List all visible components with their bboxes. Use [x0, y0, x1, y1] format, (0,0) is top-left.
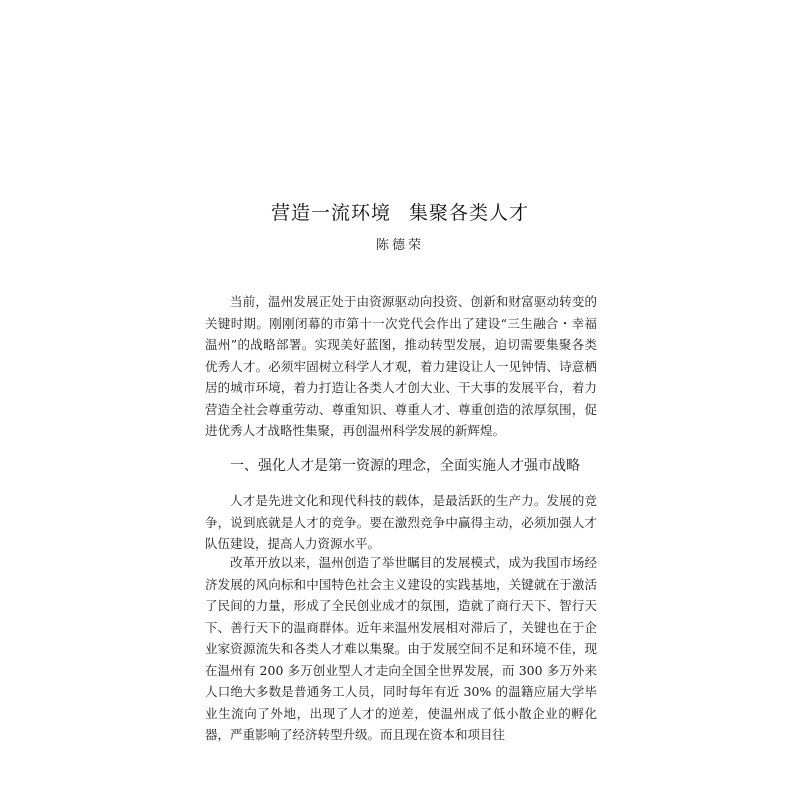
section-heading: 一、强化人才是第一资源的理念，全面实施人才强市战略: [230, 458, 580, 474]
section1-paragraph1: 人才是先进文化和现代科技的载体，是最活跃的生产力。发展的竞争，说到底就是人才的竞争。要在激烈竞争中赢得主动，必须加强人才队伍建设，提高人力资源水平。: [205, 493, 597, 551]
article-title-part2: 集聚各类人才: [409, 202, 530, 224]
article-author: 陈德荣: [375, 238, 424, 253]
intro-paragraph: 当前，温州发展正处于由资源驱动向投资、创新和财富驱动转变的关键时期。刚刚闭幕的市第十一次党代会作出了建设“三生融合・幸福温州”的战略部署。实现美好蓝图，推动转型发展，迫切需要集聚各类优秀人才。必须牢固树立科学人才观，着力建设让人一见钟情、诗意栖居的城市环境，着力打造让各类人才创大业、干大事的发展平台，着力营造全社会尊重劳动、尊重知识、尊重人才、尊重创造的浓厚氛围，促进优秀人才战略性集聚，再创温州科学发展的新辉煌。: [205, 294, 597, 438]
section1-paragraph2: 改革开放以来，温州创造了举世瞩目的发展模式，成为我国市场经济发展的风向标和中国特色社会主义建设的实践基地，关键就在于激活了民间的力量，形成了全民创业成才的氛围，造就了商行天下、智行天下、善行天下的温商群体。近年来温州发展相对滞后了，关键也在于企业家资源流失和各类人才难以集聚。由于发展空间不足和环境不佳，现在温州有 200 多万创业型人才走向全国全世界发展，而 300 多万外来人口绝大多数是普通务工人员，同时每年有近 30% 的温籍应届大学毕业生流向了外地，出现了人才的逆差，使温州成了低小散企业的孵化器，严重影响了经济转型升级。而且现在资本和项目往: [205, 555, 597, 742]
intro-paragraph-block: [205, 291, 597, 442]
article-title: [0, 198, 800, 225]
section1-paragraph1-block: [205, 490, 597, 555]
section1-paragraph2-block: [205, 552, 597, 746]
article-title-part1: 营造一流环境: [270, 202, 391, 224]
